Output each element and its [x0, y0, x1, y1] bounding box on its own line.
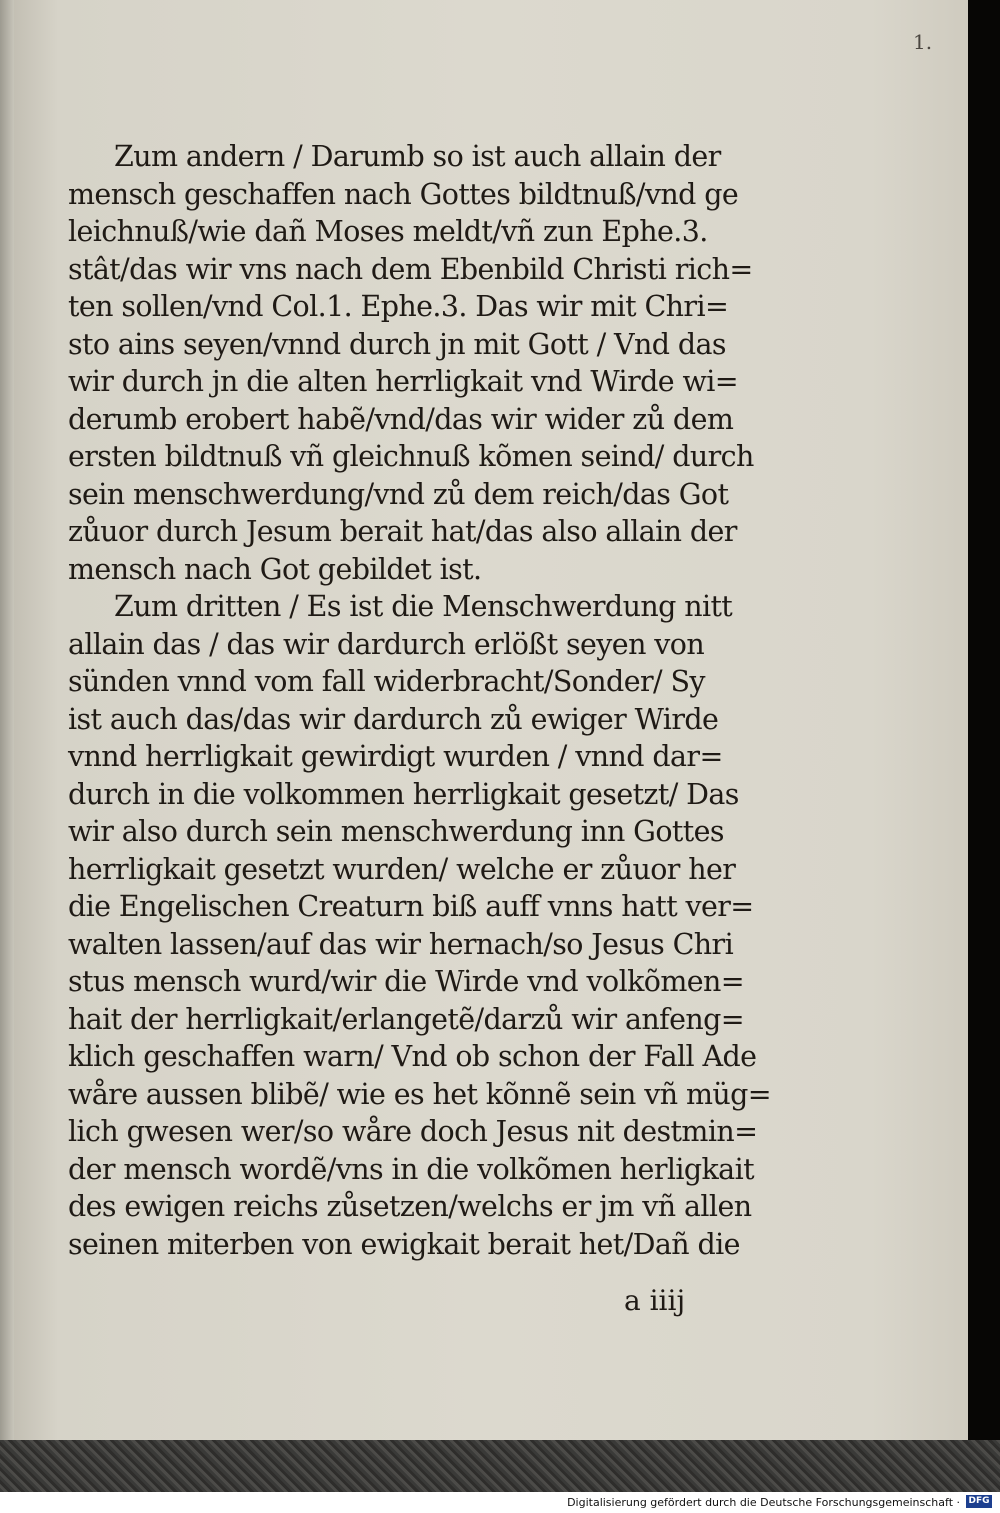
- text-line: Zum dritten / Es ist die Menschwerdung nitt: [114, 590, 733, 623]
- text-line: sto ains seyen/vnnd durch jn mit Gott / Vnd das: [68, 327, 726, 361]
- text-line: wåre aussen blibẽ/ wie es het kõnnẽ sein vñ müg=: [68, 1077, 772, 1111]
- page-gutter: [0, 0, 14, 1440]
- text-line: Zum andern / Darumb so ist auch allain der: [114, 140, 721, 173]
- page-text: [68, 138, 798, 1263]
- text-line: stus mensch wurd/wir die Wirde vnd volkõmen=: [68, 965, 745, 998]
- footer-credit: Digitalisierung gefördert durch die Deutsche Forschungsgemeinschaft ·: [567, 1496, 960, 1509]
- text-line: sünden vnnd vom fall widerbracht/Sonder/ Sy: [68, 665, 705, 698]
- text-line: durch in die volkommen herrligkait gesetzt/ Das: [68, 777, 739, 811]
- text-line: stât/das wir vns nach dem Ebenbild Christi rich=: [68, 252, 753, 286]
- corner-mark: 1.: [913, 30, 933, 54]
- text-line: des ewigen reichs zůsetzen/welchs er jm vñ allen: [68, 1190, 752, 1223]
- text-line: lich gwesen wer/so wåre doch Jesus nit destmin=: [68, 1115, 758, 1148]
- text-line: mensch geschaffen nach Gottes bildtnuß/vnd ge: [68, 177, 739, 211]
- text-line: wir durch jn die alten herrligkait vnd Wirde wi=: [68, 365, 739, 398]
- text-line: seinen miterben von ewigkait berait het/Dañ die: [68, 1227, 740, 1261]
- text-line: herrligkait gesetzt wurden/ welche er zůuor her: [68, 852, 736, 886]
- text-line: die Engelischen Creaturn biß auff vnns hatt ver=: [68, 890, 754, 923]
- text-line: hait der herrligkait/erlangetẽ/darzů wir anfeng=: [68, 1002, 745, 1036]
- text-line: ten sollen/vnd Col.1. Ephe.3. Das wir mit Chri=: [68, 290, 729, 323]
- text-line: walten lassen/auf das wir hernach/so Jesus Chri: [68, 927, 734, 961]
- text-line: allain das / das wir dardurch erlößt seyen von: [68, 627, 705, 661]
- text-line: ersten bildtnuß vñ gleichnuß kõmen seind/ durch: [68, 440, 754, 473]
- text-line: leichnuß/wie dañ Moses meldt/vñ zun Ephe.3.: [68, 215, 708, 248]
- scan-background-right: [968, 0, 1000, 1440]
- text-line: mensch nach Got gebildet ist.: [68, 552, 482, 586]
- footer-bar: [0, 1492, 1000, 1513]
- text-line: vnnd herrligkait gewirdigt wurden / vnnd dar=: [68, 740, 723, 773]
- signature-mark: a iiij: [624, 1284, 686, 1317]
- text-line: derumb erobert habẽ/vnd/das wir wider zů dem: [68, 402, 734, 436]
- text-line: klich geschaffen warn/ Vnd ob schon der Fall Ade: [68, 1040, 757, 1073]
- text-line: wir also durch sein menschwerdung inn Gottes: [68, 815, 724, 848]
- text-line: zůuor durch Jesum berait hat/das also allain der: [68, 515, 737, 548]
- text-line: der mensch wordẽ/vns in die volkõmen herligkait: [68, 1152, 754, 1186]
- text-line: sein menschwerdung/vnd zů dem reich/das Got: [68, 477, 729, 511]
- cloth-background: [0, 1440, 1000, 1492]
- dfg-logo: DFG: [966, 1495, 992, 1508]
- text-line: ist auch das/das wir dardurch zů ewiger Wirde: [68, 702, 719, 736]
